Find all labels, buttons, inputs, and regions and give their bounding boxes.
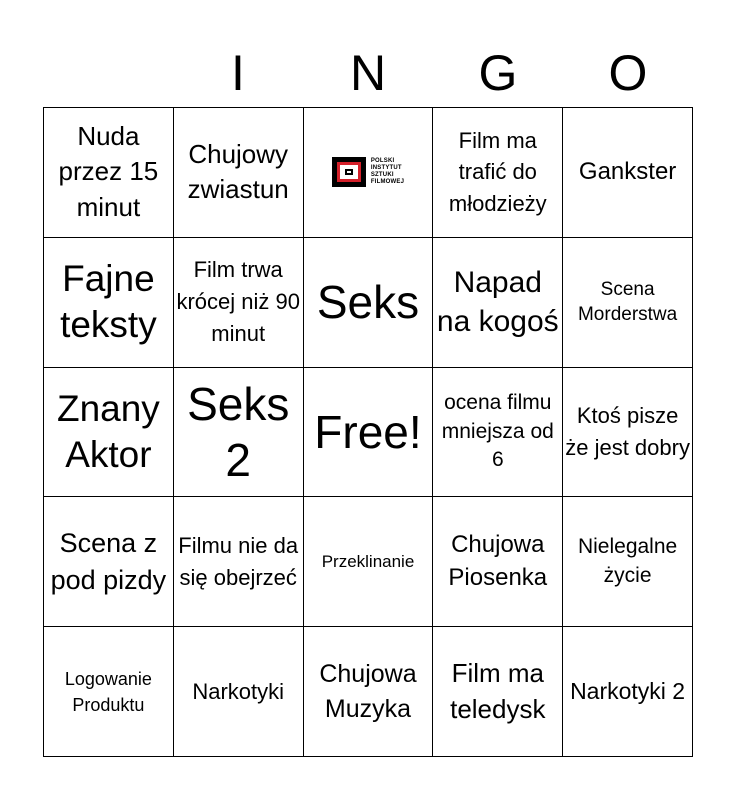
pisf-logo-line: SZTUKI xyxy=(370,172,394,179)
bingo-cell[interactable] xyxy=(563,497,693,627)
bingo-cell[interactable] xyxy=(44,108,174,238)
bingo-cell-logo[interactable] xyxy=(304,108,434,238)
bingo-cell-text: ocena filmu mniejsza od 6 xyxy=(441,391,554,472)
pisf-logo xyxy=(332,157,404,187)
bingo-cell[interactable] xyxy=(304,627,434,757)
bingo-cell[interactable] xyxy=(44,238,174,368)
header-letter-b xyxy=(43,40,173,106)
bingo-cell[interactable] xyxy=(563,627,693,757)
bingo-cell[interactable] xyxy=(174,497,304,627)
pisf-logo-line: POLSKI xyxy=(370,158,395,165)
bingo-cell[interactable] xyxy=(174,108,304,238)
bingo-cell-text: Ktoś pisze że jest dobry xyxy=(565,403,690,460)
pisf-logo-line: FILMOWEJ xyxy=(370,179,405,186)
bingo-cell[interactable] xyxy=(433,497,563,627)
bingo-cell[interactable] xyxy=(433,368,563,498)
bingo-cell[interactable] xyxy=(433,108,563,238)
pisf-logo-icon xyxy=(332,157,366,187)
bingo-cell[interactable] xyxy=(174,368,304,498)
bingo-cell[interactable] xyxy=(44,497,174,627)
bingo-board xyxy=(43,107,693,757)
bingo-cell[interactable] xyxy=(304,238,434,368)
bingo-cell-text: Free! xyxy=(314,405,422,458)
bingo-cell-text: Scena Morderstwa xyxy=(577,278,678,326)
bingo-cell-text: Film ma teledysk xyxy=(450,657,546,724)
bingo-cell-text: Przeklinanie xyxy=(321,551,415,571)
bingo-cell-text: Narkotyki xyxy=(192,678,285,704)
bingo-cell-text: Fajne teksty xyxy=(60,257,157,346)
bingo-cell-text: Narkotyki 2 xyxy=(570,677,686,704)
bingo-cell-text: Nielegalne życie xyxy=(577,535,678,587)
bingo-cell[interactable] xyxy=(433,627,563,757)
bingo-cell-text: Chujowa Muzyka xyxy=(319,660,417,723)
bingo-cell-text: Znany Aktor xyxy=(56,387,160,475)
bingo-cell-text: Seks xyxy=(316,276,420,329)
header-letter-n: N xyxy=(349,45,387,101)
bingo-cell-text: Napad na kogoś xyxy=(436,266,559,339)
pisf-logo-text xyxy=(371,158,404,186)
bingo-cell[interactable] xyxy=(433,238,563,368)
bingo-cell[interactable] xyxy=(563,368,693,498)
bingo-cell-text: Scena z pod pizdy xyxy=(50,527,167,595)
bingo-cell[interactable] xyxy=(563,238,693,368)
bingo-cell-text: Film trwa krócej niż 90 minut xyxy=(176,257,300,347)
bingo-cell-text: Logowanie Produktu xyxy=(64,668,152,715)
bingo-cell[interactable] xyxy=(44,368,174,498)
bingo-cell[interactable] xyxy=(174,238,304,368)
bingo-header xyxy=(43,40,693,106)
pisf-logo-line: INSTYTUT xyxy=(370,165,402,172)
header-letter-g: G xyxy=(478,45,518,101)
bingo-cell-text: Nuda przez 15 minut xyxy=(58,120,159,223)
bingo-cell-text: Chujowy zwiastun xyxy=(187,138,289,205)
bingo-cell[interactable] xyxy=(304,497,434,627)
bingo-cell[interactable] xyxy=(304,368,434,498)
bingo-cell-text: Chujowa Piosenka xyxy=(448,531,548,591)
bingo-cell-text: Seks 2 xyxy=(187,377,290,486)
header-letter-o: O xyxy=(608,45,648,101)
bingo-cell[interactable] xyxy=(174,627,304,757)
header-letter-i: I xyxy=(231,45,245,101)
bingo-cell-text: Gankster xyxy=(578,158,677,186)
bingo-cell[interactable] xyxy=(563,108,693,238)
bingo-cell[interactable] xyxy=(44,627,174,757)
bingo-cell-text: Film ma trafić do młodzieży xyxy=(448,127,547,217)
bingo-cell-text: Filmu nie da się obejrzeć xyxy=(178,532,299,590)
